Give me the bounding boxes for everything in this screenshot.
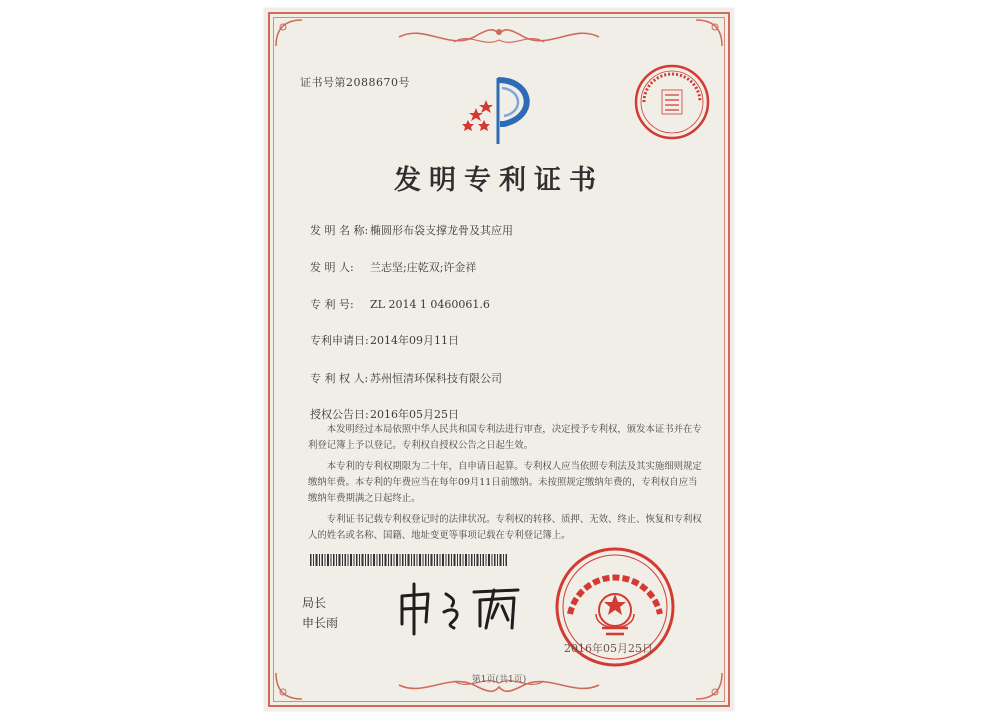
field-patent-number bbox=[310, 296, 490, 312]
field-value: 兰志坚;庄乾双;许金祥 bbox=[370, 261, 477, 274]
field-label: 专利申请日: bbox=[310, 334, 369, 347]
certificate-title: 发明专利证书 bbox=[394, 165, 604, 196]
body-paragraph: 本发明经过本局依照中华人民共和国专利法进行审查，决定授予专利权，颁发本证书并在专利登记簿上予以登记。专利权自授权公告之日起生效。 bbox=[308, 424, 702, 451]
patent-office-logo bbox=[454, 70, 544, 150]
certificate-body-text bbox=[308, 422, 704, 544]
page-number: 第1页(共1页) bbox=[471, 675, 527, 685]
field-value: 2014年09月11日 bbox=[370, 334, 459, 347]
field-grant-date bbox=[310, 406, 459, 422]
director-signature bbox=[394, 578, 524, 638]
certificate-paper bbox=[264, 8, 734, 711]
top-flourish-ornament bbox=[394, 22, 604, 52]
certificate-number: 证书号第2088670号 bbox=[300, 76, 410, 89]
issue-date: 2016年05月25日 bbox=[564, 642, 653, 655]
field-value: ZL 2014 1 0460061.6 bbox=[370, 298, 490, 311]
field-label: 发 明 人: bbox=[310, 261, 354, 274]
corner-ornament bbox=[694, 18, 724, 48]
body-paragraph: 本专利的专利权期限为二十年，自申请日起算。专利权人应当依照专利法及其实施细则规定缴纳年费。本专利的年费应当在每年09月11日前缴纳。未按照规定缴纳年费的，专利权自应当缴纳年费期满之日起终止。 bbox=[308, 461, 702, 504]
field-value: 2016年05月25日 bbox=[370, 408, 459, 421]
director-title: 局长 bbox=[302, 596, 327, 610]
field-label: 发 明 名 称: bbox=[310, 224, 369, 237]
field-value: 椭圆形布袋支撑龙骨及其应用 bbox=[370, 224, 513, 237]
agency-seal bbox=[632, 62, 712, 142]
barcode bbox=[310, 554, 510, 566]
corner-ornament bbox=[274, 18, 304, 48]
field-label: 授权公告日: bbox=[310, 408, 369, 421]
field-label: 专 利 号: bbox=[310, 298, 354, 311]
field-label: 专 利 权 人: bbox=[310, 372, 369, 385]
body-paragraph: 专利证书记载专利权登记时的法律状况。专利权的转移、质押、无效、终止、恢复和专利权人的姓名或名称、国籍、地址变更等事项记载在专利登记簿上。 bbox=[308, 514, 702, 541]
field-invention-name bbox=[310, 222, 513, 238]
field-application-date bbox=[310, 332, 459, 348]
director-name: 申长雨 bbox=[302, 616, 339, 630]
field-inventors bbox=[310, 259, 476, 275]
field-patentee bbox=[310, 370, 502, 386]
field-value: 苏州恒清环保科技有限公司 bbox=[370, 372, 502, 385]
